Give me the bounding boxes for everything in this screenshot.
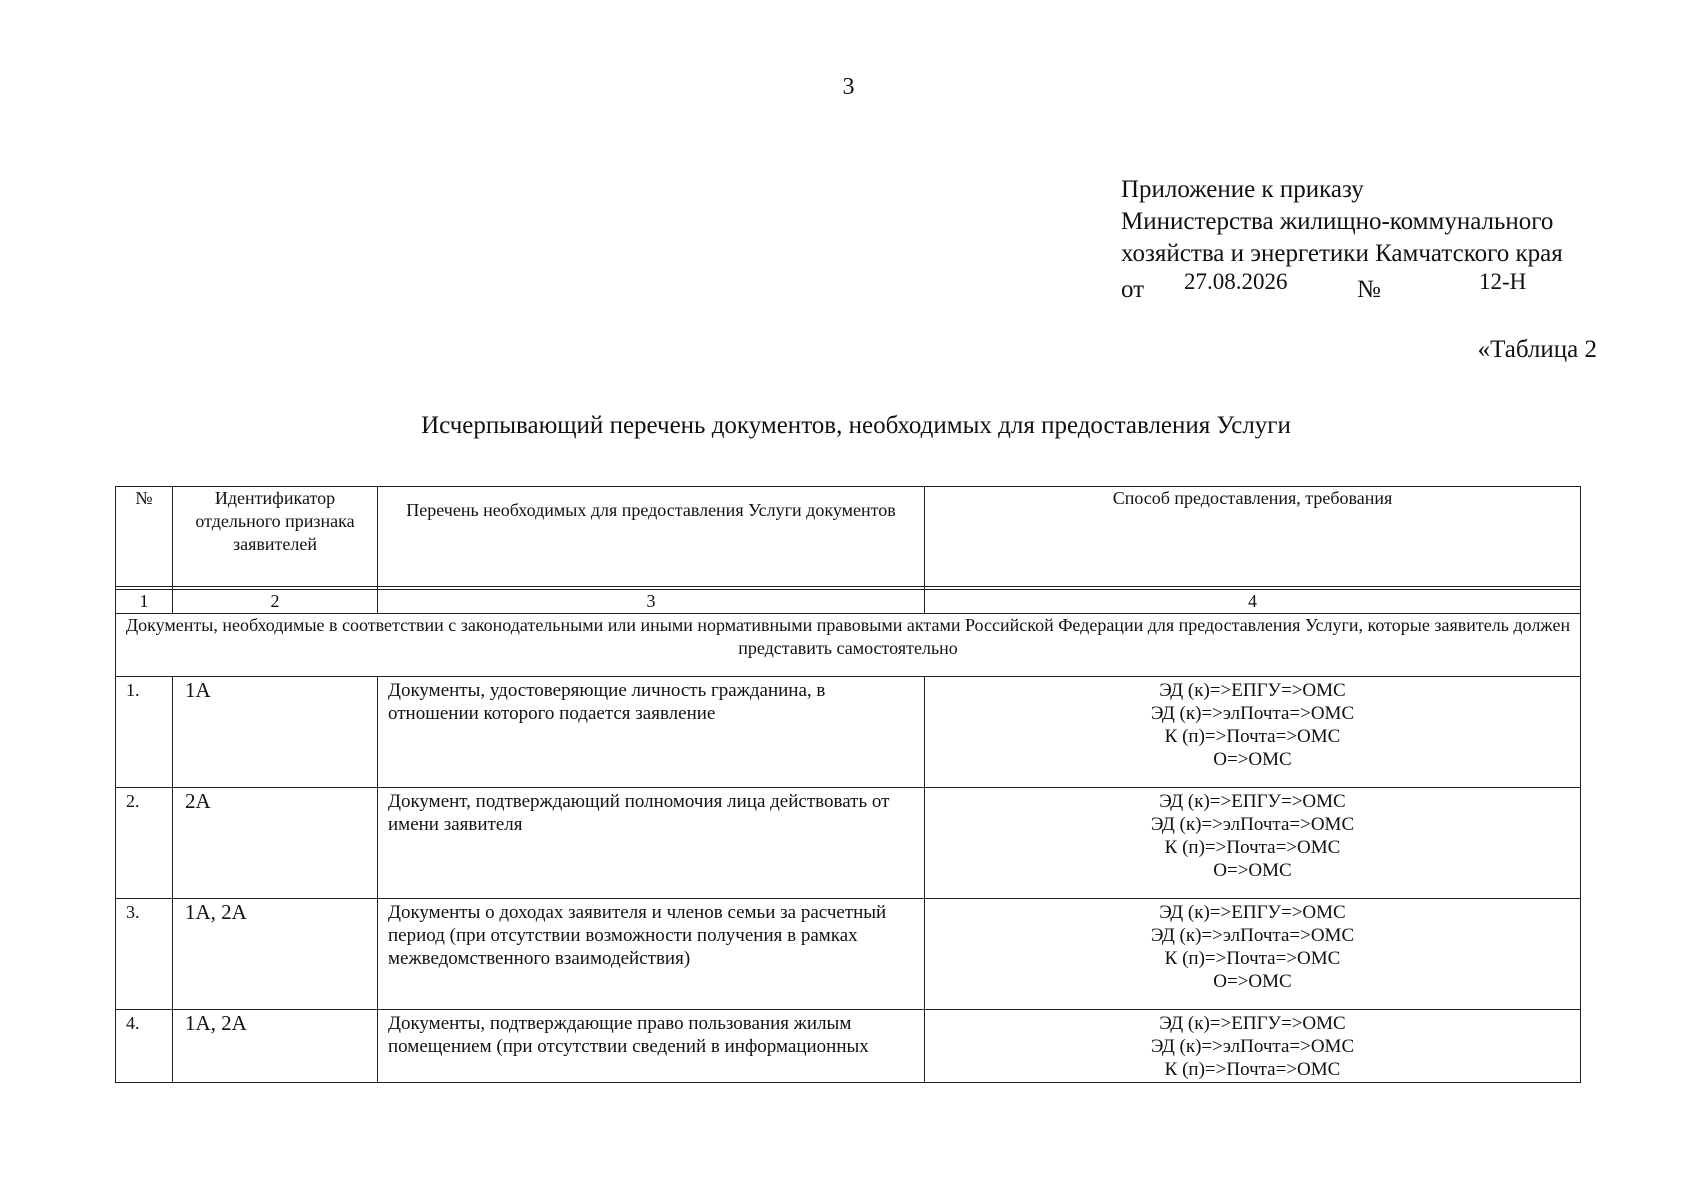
order-number: 12-Н — [1479, 269, 1527, 294]
row-method — [925, 899, 1581, 1010]
method-line: ЭД (к)=>элПочта=>ОМС — [1150, 1036, 1355, 1057]
method-line: О=>ОМС — [1213, 749, 1292, 770]
column-numbers-row — [116, 590, 1581, 614]
appendix-line-2: Министерства жилищно-коммунального — [1121, 208, 1554, 235]
table-row — [116, 1010, 1581, 1083]
row-document: Документы о доходах заявителя и членов семьи за расчетный период (при отсутствии возможности получения в рамках межведомственного взаимодействия) — [378, 899, 925, 1010]
order-line — [1121, 270, 1563, 302]
appendix-line-3: хозяйства и энергетики Камчатского края — [1121, 240, 1563, 267]
row-document: Документы, подтверждающие право пользования жилым помещением (при отсутствии сведений в информационных — [378, 1010, 925, 1083]
method-line: ЭД (к)=>ЕПГУ=>ОМС — [1159, 791, 1346, 812]
table-reference: «Таблица 2 — [1477, 336, 1597, 363]
number-sign: № — [1357, 276, 1381, 303]
row-number: 1. — [116, 677, 173, 788]
table-header-row — [116, 487, 1581, 587]
table-row — [116, 899, 1581, 1010]
row-identifier: 1А — [173, 677, 378, 788]
method-line: ЭД (к)=>ЕПГУ=>ОМС — [1159, 680, 1346, 701]
section-title: Документы, необходимые в соответствии с законодательными или иными нормативными правовыми актами Российской Федерации для предоставления Услуги, которые заявитель должен представить самостоятельно — [116, 614, 1581, 677]
row-number: 4. — [116, 1010, 173, 1083]
method-line: К (п)=>Почта=>ОМС — [1164, 1059, 1341, 1080]
document-title: Исчерпывающий перечень документов, необходимых для предоставления Услуги — [421, 412, 1291, 439]
table-row — [116, 677, 1581, 788]
row-identifier: 1А, 2А — [173, 899, 378, 1010]
row-document: Документы, удостоверяющие личность гражданина, в отношении которого подается заявление — [378, 677, 925, 788]
page-number: 3 — [842, 74, 855, 100]
column-number: 2 — [173, 590, 378, 614]
method-line: К (п)=>Почта=>ОМС — [1164, 726, 1341, 747]
header-documents: Перечень необходимых для предоставления Услуги документов — [378, 487, 925, 587]
row-method — [925, 677, 1581, 788]
method-line: К (п)=>Почта=>ОМС — [1164, 837, 1341, 858]
header-method: Способ предоставления, требования — [925, 487, 1581, 587]
appendix-block — [1121, 174, 1563, 302]
column-number: 4 — [925, 590, 1581, 614]
method-line: О=>ОМС — [1213, 860, 1292, 881]
table-row — [116, 788, 1581, 899]
row-identifier: 1А, 2А — [173, 1010, 378, 1083]
method-line: ЭД (к)=>элПочта=>ОМС — [1150, 814, 1355, 835]
header-number: № — [116, 487, 173, 587]
column-number: 1 — [116, 590, 173, 614]
row-number: 3. — [116, 899, 173, 1010]
documents-table — [115, 486, 1581, 1083]
method-line: О=>ОМС — [1213, 971, 1292, 992]
method-line: ЭД (к)=>ЕПГУ=>ОМС — [1159, 902, 1346, 923]
order-date: 27.08.2026 — [1184, 269, 1288, 294]
column-number: 3 — [378, 590, 925, 614]
row-method — [925, 1010, 1581, 1083]
method-line: ЭД (к)=>элПочта=>ОМС — [1150, 703, 1355, 724]
row-number: 2. — [116, 788, 173, 899]
from-label: от — [1121, 276, 1145, 303]
method-line: К (п)=>Почта=>ОМС — [1164, 948, 1341, 969]
method-line: ЭД (к)=>ЕПГУ=>ОМС — [1159, 1013, 1346, 1034]
row-method — [925, 788, 1581, 899]
section-row — [116, 614, 1581, 677]
appendix-line-1: Приложение к приказу — [1121, 176, 1364, 203]
header-identifier: Идентификатор отдельного признака заявителей — [173, 487, 378, 587]
row-document: Документ, подтверждающий полномочия лица действовать от имени заявителя — [378, 788, 925, 899]
row-identifier: 2А — [173, 788, 378, 899]
method-line: ЭД (к)=>элПочта=>ОМС — [1150, 925, 1355, 946]
